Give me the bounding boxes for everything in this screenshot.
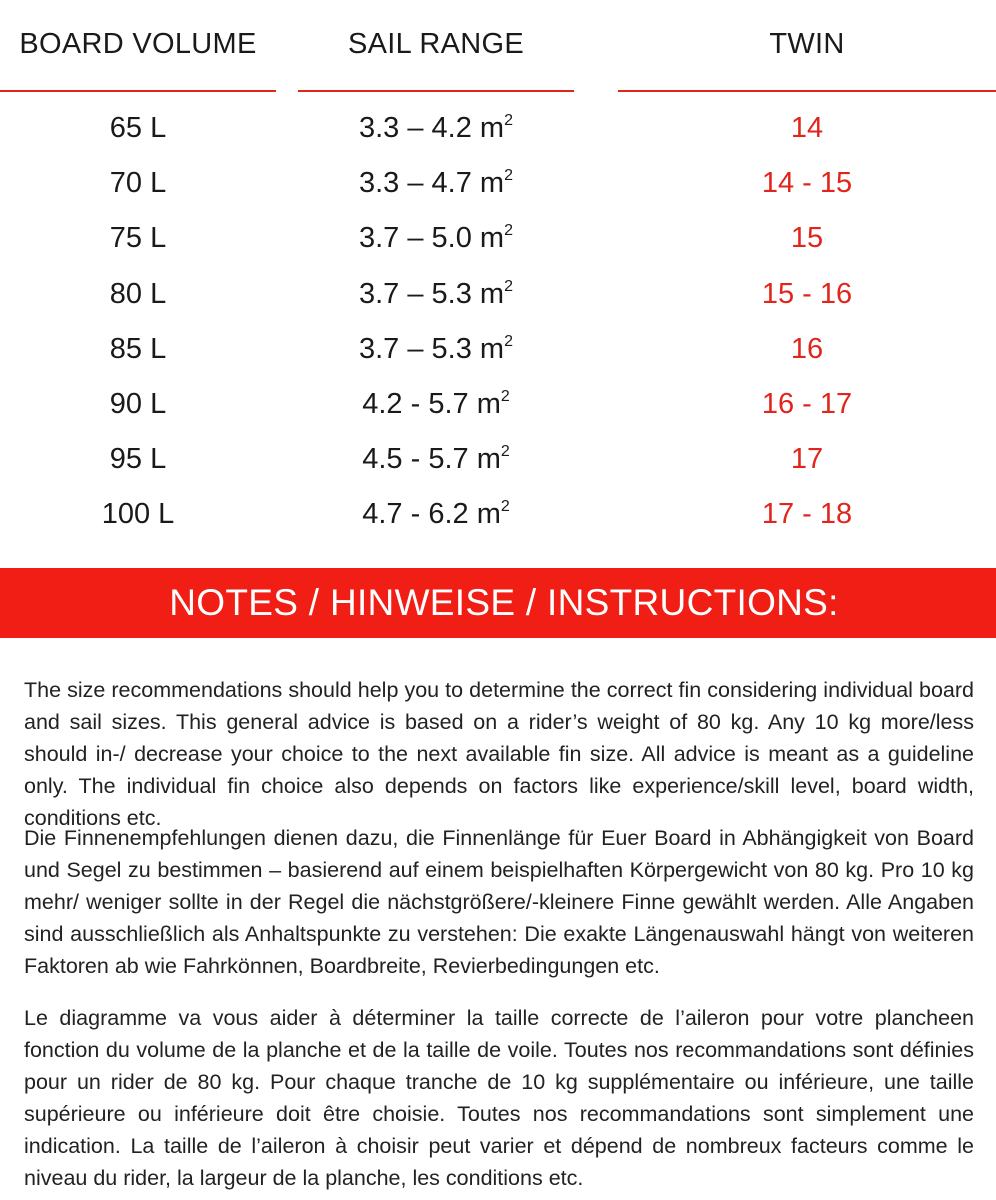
twin-fin-cell: 15: [790, 222, 824, 255]
notes-paragraph-german: Die Finnenempfehlungen dienen dazu, die Finnenlänge für Euer Board in Abhängigkeit von Board und Segel zu bestimmen – basierend auf einem beispielhaften Körpergewicht von 80 kg. Pro 10 kg mehr/ weniger sollte in der Regel die nächstgrößere/-kleinere Finne gewählt werden. Alle Angaben sind ausschließlich als Anhaltspunkte zu verstehen: Die exakte Längenauswahl hängt von weiteren Faktoren ab wie Fahrkönnen, Boardbreite, Revierbedingungen etc.: [24, 825, 974, 978]
header-divider: [298, 90, 574, 92]
sail-range-cell: 3.3 – 4.2 $m^2$: [359, 112, 513, 144]
table-header: [0, 0, 996, 92]
board-volume-cell: 80 L: [109, 277, 167, 310]
twin-fin-cell: 16: [790, 332, 824, 365]
notes-paragraph-english: The size recommendations should help you to determine the correct fin considering individual board and sail sizes. This general advice is based on a rider’s weight of 80 kg. Any 10 kg more/less should in-/ decrease your choice to the next available fin size. All advice is meant as a guideline only. The individual fin choice also depends on factors like experience/skill level, board width, conditions etc.: [24, 677, 974, 830]
header-board-volume: BOARD VOLUME: [19, 28, 257, 60]
twin-fin-cell: 17 - 18: [761, 498, 853, 531]
board-volume-cell: 75 L: [109, 222, 167, 255]
table-row: [0, 325, 996, 380]
header-divider: [618, 90, 996, 92]
twin-fin-cell: 14 - 15: [761, 167, 853, 200]
twin-fin-cell: 14: [790, 112, 824, 144]
table-row: [0, 270, 996, 325]
sail-range-cell: 4.7 - 6.2 $m^2$: [362, 498, 510, 531]
board-volume-cell: 100 L: [101, 498, 175, 531]
table-row: [0, 214, 996, 269]
board-volume-cell: 70 L: [109, 167, 167, 200]
header-sail-range: SAIL RANGE: [348, 28, 524, 60]
header-twin: TWIN: [769, 28, 845, 60]
sail-range-cell: 3.7 – 5.3 $m^2$: [359, 277, 513, 310]
sail-range-cell: 3.7 – 5.3 $m^2$: [359, 332, 513, 365]
table-row: [0, 380, 996, 435]
size-table: [0, 104, 996, 546]
sail-range-cell: 3.7 – 5.0 $m^2$: [359, 222, 513, 255]
board-volume-cell: 90 L: [109, 387, 167, 420]
sail-range-cell: 4.2 - 5.7 $m^2$: [362, 387, 510, 420]
table-row: [0, 490, 996, 545]
twin-fin-cell: 17: [790, 443, 824, 476]
sail-range-cell: 4.5 - 5.7 $m^2$: [362, 443, 510, 476]
header-divider: [0, 90, 276, 92]
notes-paragraph-french: Le diagramme va vous aider à déterminer la taille correcte de l’aileron pour votre plancheen fonction du volume de la planche et de la taille de voile. Toutes nos recommandations sont définies pour un rider de 80 kg. Pour chaque tranche de 10 kg supplémentaire ou inférieure, une taille supérieure ou inférieure doit être choisie. Toutes nos recommandations sont simplement une indication. La taille de l’aileron à choisir peut varier et dépend de nombreux facteurs comme le niveau du rider, la largeur de la planche, les conditions etc.: [24, 1005, 974, 1190]
board-volume-cell: 65 L: [109, 112, 167, 144]
table-row: [0, 104, 996, 159]
board-volume-cell: 95 L: [109, 443, 167, 476]
notes-title: NOTES / HINWEISE / INSTRUCTIONS:: [169, 582, 839, 623]
table-row: [0, 435, 996, 490]
board-volume-cell: 85 L: [109, 332, 167, 365]
twin-fin-cell: 15 - 16: [761, 277, 853, 310]
sail-range-cell: 3.3 – 4.7 $m^2$: [359, 167, 513, 200]
twin-fin-cell: 16 - 17: [761, 387, 853, 420]
notes-banner: [0, 568, 996, 638]
table-row: [0, 159, 996, 214]
